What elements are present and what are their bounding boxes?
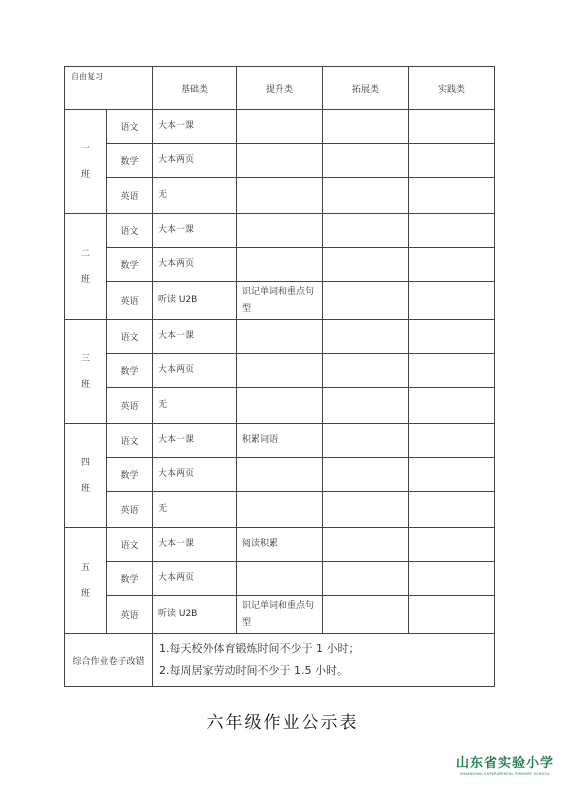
table-row	[65, 458, 495, 492]
table-row	[65, 282, 495, 320]
summary-text	[153, 634, 495, 687]
improve-cell	[237, 388, 323, 424]
table-row	[65, 354, 495, 388]
basic-cell: 大本两页	[153, 562, 237, 596]
subject-label: 英语	[107, 388, 153, 424]
logo-name-en: SHANDONG EXPERIMENTAL PRIMARY SCHOOL	[460, 772, 550, 776]
table-row	[65, 144, 495, 178]
extend-cell	[323, 492, 409, 528]
header-practice: 实践类	[409, 67, 495, 110]
basic-cell: 听读 U2B	[153, 596, 237, 634]
basic-cell: 无	[153, 178, 237, 214]
header-row	[65, 67, 495, 110]
class-label: 二 班	[65, 214, 107, 320]
basic-cell: 大本两页	[153, 248, 237, 282]
practice-cell	[409, 492, 495, 528]
basic-cell: 无	[153, 388, 237, 424]
extend-cell	[323, 144, 409, 178]
subject-label: 数学	[107, 248, 153, 282]
subject-label: 语文	[107, 424, 153, 458]
improve-cell	[237, 178, 323, 214]
improve-cell	[237, 492, 323, 528]
extend-cell	[323, 562, 409, 596]
table-row	[65, 110, 495, 144]
subject-label: 数学	[107, 458, 153, 492]
class-label: 五 班	[65, 528, 107, 634]
practice-cell	[409, 178, 495, 214]
practice-cell	[409, 110, 495, 144]
practice-cell	[409, 144, 495, 178]
subject-label: 英语	[107, 178, 153, 214]
practice-cell	[409, 248, 495, 282]
homework-table	[64, 66, 495, 687]
table-row	[65, 178, 495, 214]
corner-label: 自由复习	[65, 67, 153, 110]
table-row	[65, 320, 495, 354]
logo-name-cn: 山东省实验小学	[455, 756, 554, 771]
summary-line: 1.每天校外体育锻炼时间不少于 1 小时；	[159, 642, 360, 655]
practice-cell	[409, 458, 495, 492]
subject-label: 语文	[107, 320, 153, 354]
extend-cell	[323, 596, 409, 634]
practice-cell	[409, 282, 495, 320]
header-extend: 拓展类	[323, 67, 409, 110]
extend-cell	[323, 354, 409, 388]
extend-cell	[323, 110, 409, 144]
header-improve: 提升类	[237, 67, 323, 110]
table-row	[65, 492, 495, 528]
subject-label: 英语	[107, 492, 153, 528]
class-label: 四 班	[65, 424, 107, 528]
subject-label: 英语	[107, 596, 153, 634]
basic-cell: 听读 U2B	[153, 282, 237, 320]
extend-cell	[323, 388, 409, 424]
extend-cell	[323, 282, 409, 320]
class-label: 三 班	[65, 320, 107, 424]
extend-cell	[323, 458, 409, 492]
subject-label: 语文	[107, 110, 153, 144]
improve-cell	[237, 354, 323, 388]
improve-cell	[237, 214, 323, 248]
summary-label: 综合作业卷子改错	[65, 634, 153, 687]
basic-cell: 大本一课	[153, 110, 237, 144]
extend-cell	[323, 214, 409, 248]
table-row	[65, 388, 495, 424]
table-row	[65, 248, 495, 282]
basic-cell: 大本一课	[153, 424, 237, 458]
practice-cell	[409, 354, 495, 388]
improve-cell: 识记单词和重点句型	[237, 596, 323, 634]
extend-cell	[323, 178, 409, 214]
subject-label: 数学	[107, 562, 153, 596]
basic-cell: 无	[153, 492, 237, 528]
improve-cell: 识记单词和重点句型	[237, 282, 323, 320]
table-row	[65, 562, 495, 596]
page-title: 六年级作业公示表	[206, 713, 359, 733]
subject-label: 数学	[107, 354, 153, 388]
practice-cell	[409, 424, 495, 458]
subject-label: 数学	[107, 144, 153, 178]
improve-cell	[237, 562, 323, 596]
basic-cell: 大本一课	[153, 528, 237, 562]
basic-cell: 大本一课	[153, 320, 237, 354]
basic-cell: 大本两页	[153, 354, 237, 388]
practice-cell	[409, 562, 495, 596]
subject-label: 英语	[107, 282, 153, 320]
improve-cell	[237, 248, 323, 282]
header-basic: 基础类	[153, 67, 237, 110]
table-row	[65, 214, 495, 248]
basic-cell: 大本两页	[153, 458, 237, 492]
table-row	[65, 596, 495, 634]
practice-cell	[409, 388, 495, 424]
summary-line: 2.每周居家劳动时间不少于 1.5 小时。	[159, 664, 348, 677]
subject-label: 语文	[107, 214, 153, 248]
improve-cell: 积累词语	[237, 424, 323, 458]
class-label: 一 班	[65, 110, 107, 214]
extend-cell	[323, 424, 409, 458]
extend-cell	[323, 248, 409, 282]
summary-row	[65, 634, 495, 687]
subject-label: 语文	[107, 528, 153, 562]
table-row	[65, 424, 495, 458]
practice-cell	[409, 320, 495, 354]
improve-cell	[237, 144, 323, 178]
practice-cell	[409, 528, 495, 562]
school-logo	[450, 752, 560, 776]
table-row	[65, 528, 495, 562]
improve-cell	[237, 110, 323, 144]
improve-cell	[237, 320, 323, 354]
practice-cell	[409, 214, 495, 248]
basic-cell: 大本两页	[153, 144, 237, 178]
improve-cell: 阅读积累	[237, 528, 323, 562]
improve-cell	[237, 458, 323, 492]
extend-cell	[323, 320, 409, 354]
basic-cell: 大本一课	[153, 214, 237, 248]
practice-cell	[409, 596, 495, 634]
extend-cell	[323, 528, 409, 562]
